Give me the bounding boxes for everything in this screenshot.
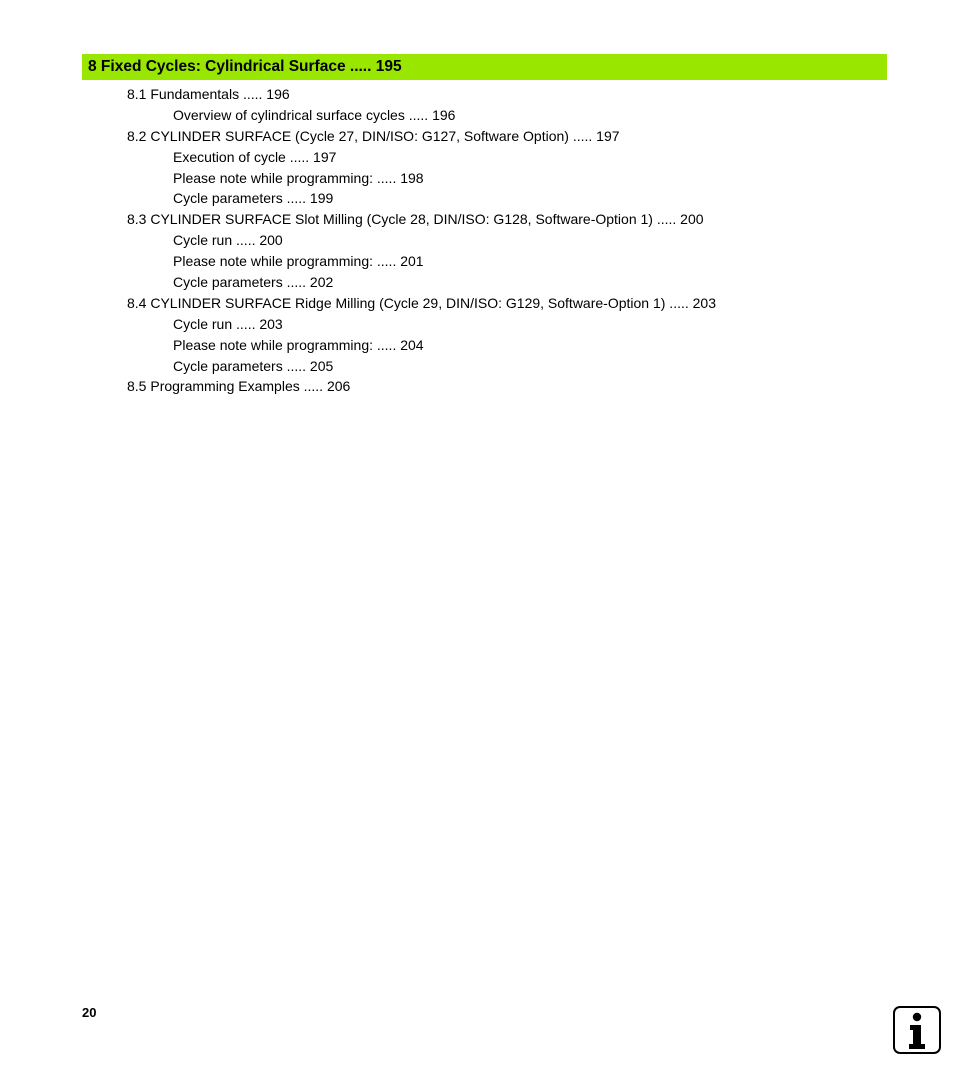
toc-subsection-entry[interactable]: Cycle run ..... 203 <box>173 315 283 332</box>
toc-section-entry[interactable]: 8.4 CYLINDER SURFACE Ridge Milling (Cycle 29, DIN/ISO: G129, Software-Option 1) ..... 203 <box>127 294 716 311</box>
info-icon <box>893 1006 941 1054</box>
toc-section-entry[interactable]: 8.3 CYLINDER SURFACE Slot Milling (Cycle 28, DIN/ISO: G128, Software-Option 1) ..... 200 <box>127 211 704 228</box>
table-of-contents <box>0 84 954 397</box>
toc-subsection-entry[interactable]: Cycle parameters ..... 205 <box>173 357 334 374</box>
toc-subsection-entry[interactable]: Overview of cylindrical surface cycles ..... 196 <box>173 106 456 123</box>
toc-section-entry[interactable]: 8.5 Programming Examples ..... 206 <box>127 378 351 395</box>
toc-subsection-entry[interactable]: Execution of cycle ..... 197 <box>173 148 337 165</box>
chapter-heading-bar <box>82 54 887 80</box>
toc-subsection-entry[interactable]: Please note while programming: ..... 198 <box>173 169 424 186</box>
toc-subsection-entry[interactable]: Cycle parameters ..... 199 <box>173 190 334 207</box>
toc-section-entry[interactable]: 8.2 CYLINDER SURFACE (Cycle 27, DIN/ISO: G127, Software Option) ..... 197 <box>127 127 620 144</box>
toc-subsection-entry[interactable]: Please note while programming: ..... 201 <box>173 253 424 270</box>
toc-section-entry[interactable]: 8.1 Fundamentals ..... 196 <box>127 86 290 102</box>
toc-subsection-entry[interactable]: Please note while programming: ..... 204 <box>173 336 424 353</box>
toc-subsection-entry[interactable]: Cycle run ..... 200 <box>173 232 283 249</box>
toc-subsection-entry[interactable]: Cycle parameters ..... 202 <box>173 274 334 291</box>
page-number: 20 <box>82 1005 97 1020</box>
chapter-title[interactable]: 8 Fixed Cycles: Cylindrical Surface ..... 195 <box>88 58 402 75</box>
